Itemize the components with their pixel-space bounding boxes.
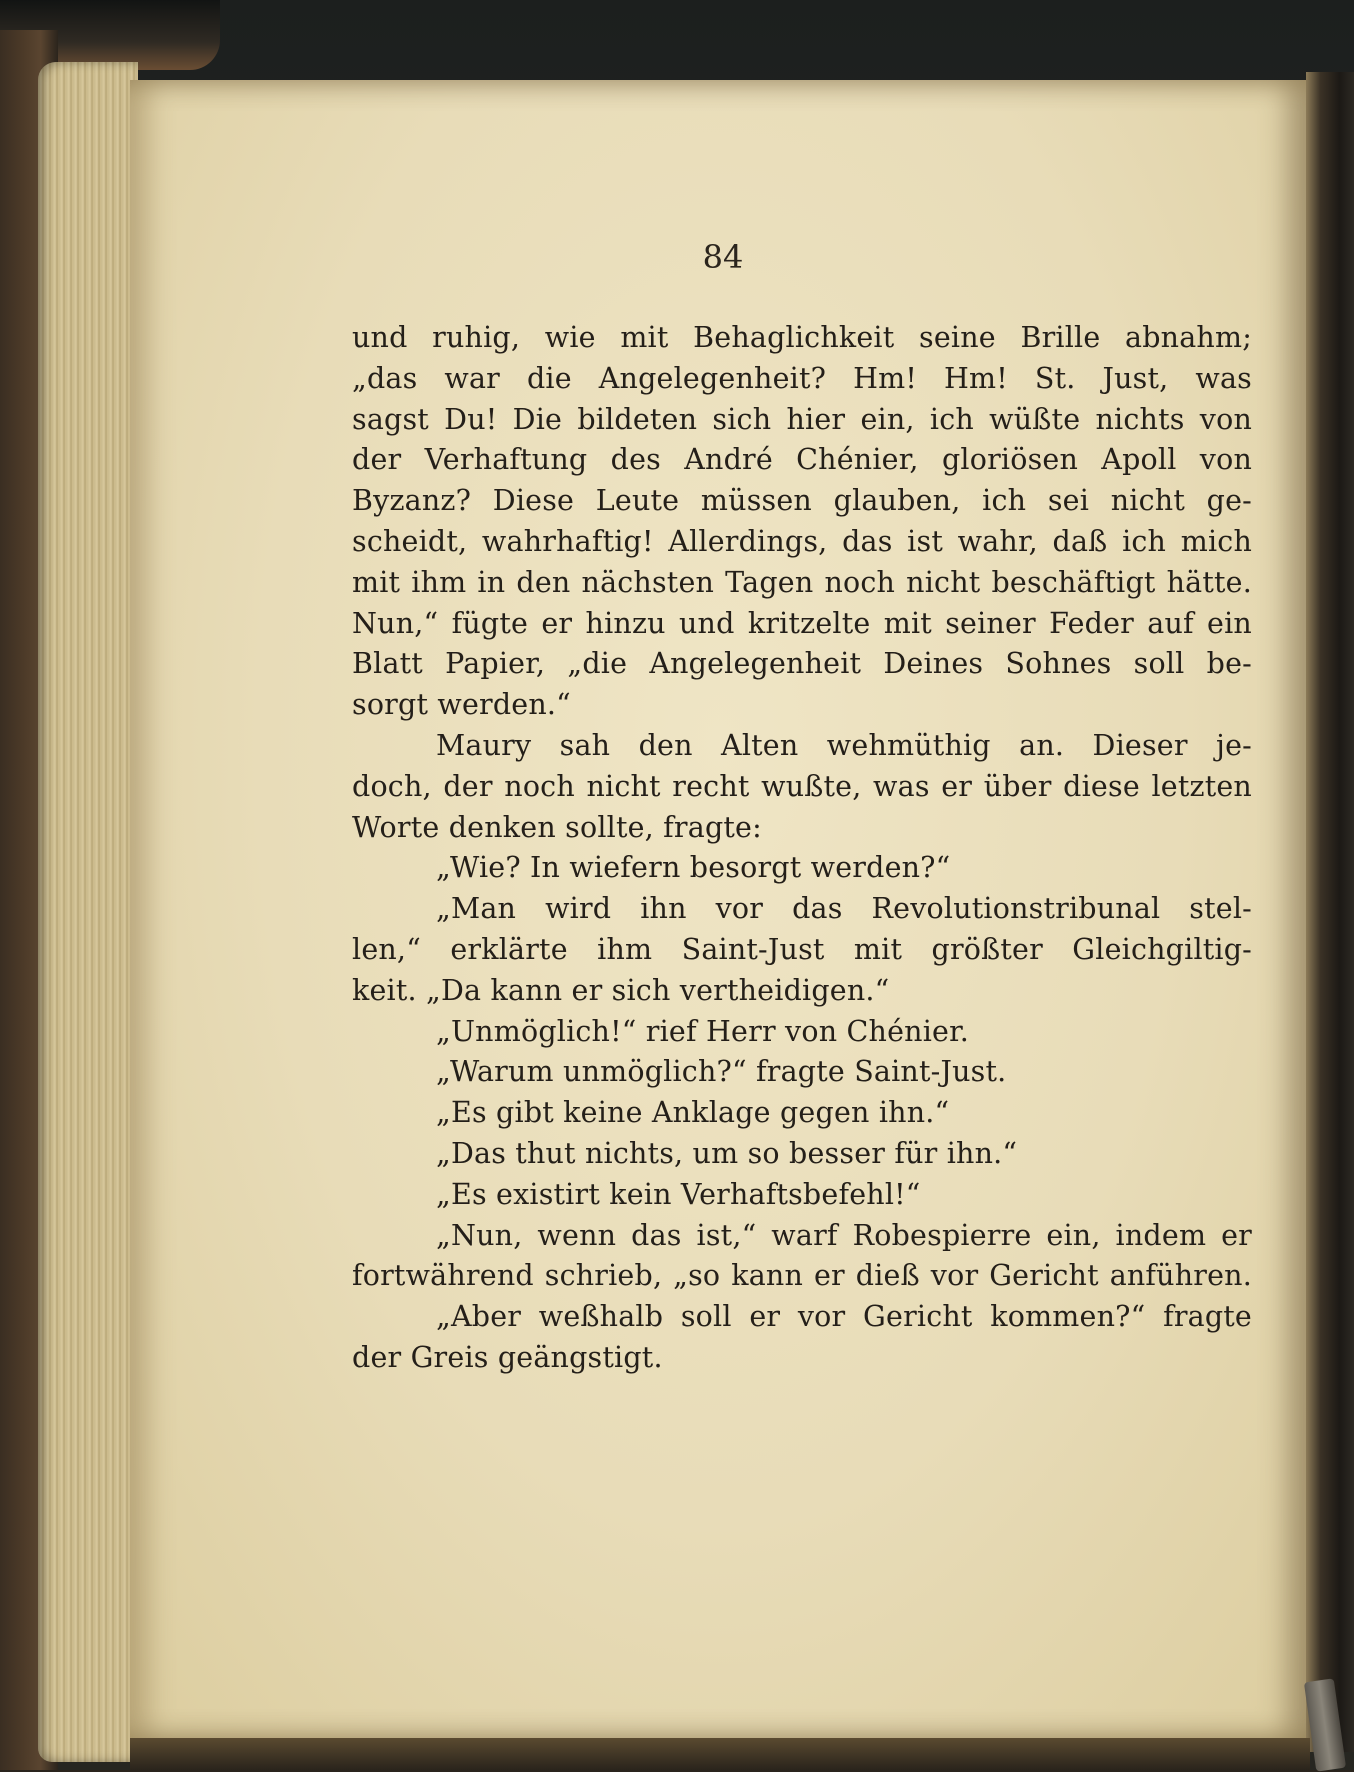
page-edges	[38, 62, 138, 1762]
text-line: sagst Du! Die bildeten sich hier ein, ich wüßte nichts von	[352, 402, 1252, 436]
text-line: „Nun, wenn das ist,“ warf Robespierre ein, indem er	[436, 1218, 1252, 1252]
text-line: fortwährend schrieb, „so kann er dieß vor Gericht anführen.	[352, 1259, 1252, 1293]
book-bottom-edge	[130, 1738, 1310, 1770]
text-line: scheidt, wahrhaftig! Allerdings, das ist wahr, daß ich mich	[352, 524, 1252, 558]
text-line: und ruhig, wie mit Behaglichkeit seine Brille abnahm;	[352, 321, 1252, 354]
text-line: „Wie? In wiefern besorgt werden?“	[436, 851, 951, 885]
text-line: der Verhaftung des André Chénier, gloriösen Apoll von	[352, 443, 1252, 477]
page-body-text	[352, 318, 1252, 1379]
text-line: Nun,“ fügte er hinzu und kritzelte mit seiner Feder auf ein	[352, 606, 1252, 640]
text-line: „Es gibt keine Anklage gegen ihn.“	[436, 1096, 950, 1130]
text-line: „Es existirt kein Verhaftsbefehl!“	[436, 1177, 921, 1211]
book-gutter	[1306, 72, 1354, 1752]
text-line: sorgt werden.“	[352, 688, 571, 722]
text-line: keit. „Da kann er sich vertheidigen.“	[352, 973, 890, 1007]
text-line: „Das thut nichts, um so besser für ihn.“	[436, 1136, 1018, 1170]
text-line: mit ihm in den nächsten Tagen noch nicht beschäftigt hätte.	[352, 565, 1252, 599]
text-line: der Greis geängstigt.	[352, 1340, 663, 1374]
text-line: Worte denken sollte, fragte:	[352, 810, 762, 844]
text-line: Blatt Papier, „die Angelegenheit Deines Sohnes soll be-	[352, 647, 1252, 681]
text-line: Maury sah den Alten wehmüthig an. Dieser je-	[436, 728, 1252, 762]
text-line: „Man wird ihn vor das Revolutionstribunal stel-	[436, 892, 1252, 926]
text-line: „das war die Angelegenheit? Hm! Hm! St. Just, was	[352, 361, 1252, 395]
text-line: „Aber weßhalb soll er vor Gericht kommen?“ fragte	[436, 1300, 1252, 1334]
text-line: doch, der noch nicht recht wußte, was er über diese letzten	[352, 769, 1252, 803]
text-line: „Unmöglich!“ rief Herr von Chénier.	[436, 1014, 970, 1048]
text-line: len,“ erklärte ihm Saint-Just mit größter Gleichgiltig-	[352, 932, 1252, 966]
text-line: „Warum unmöglich?“ fragte Saint-Just.	[436, 1055, 1007, 1089]
page-number: 84	[702, 238, 744, 276]
text-line: Byzanz? Diese Leute müssen glauben, ich sei nicht ge-	[352, 484, 1252, 518]
